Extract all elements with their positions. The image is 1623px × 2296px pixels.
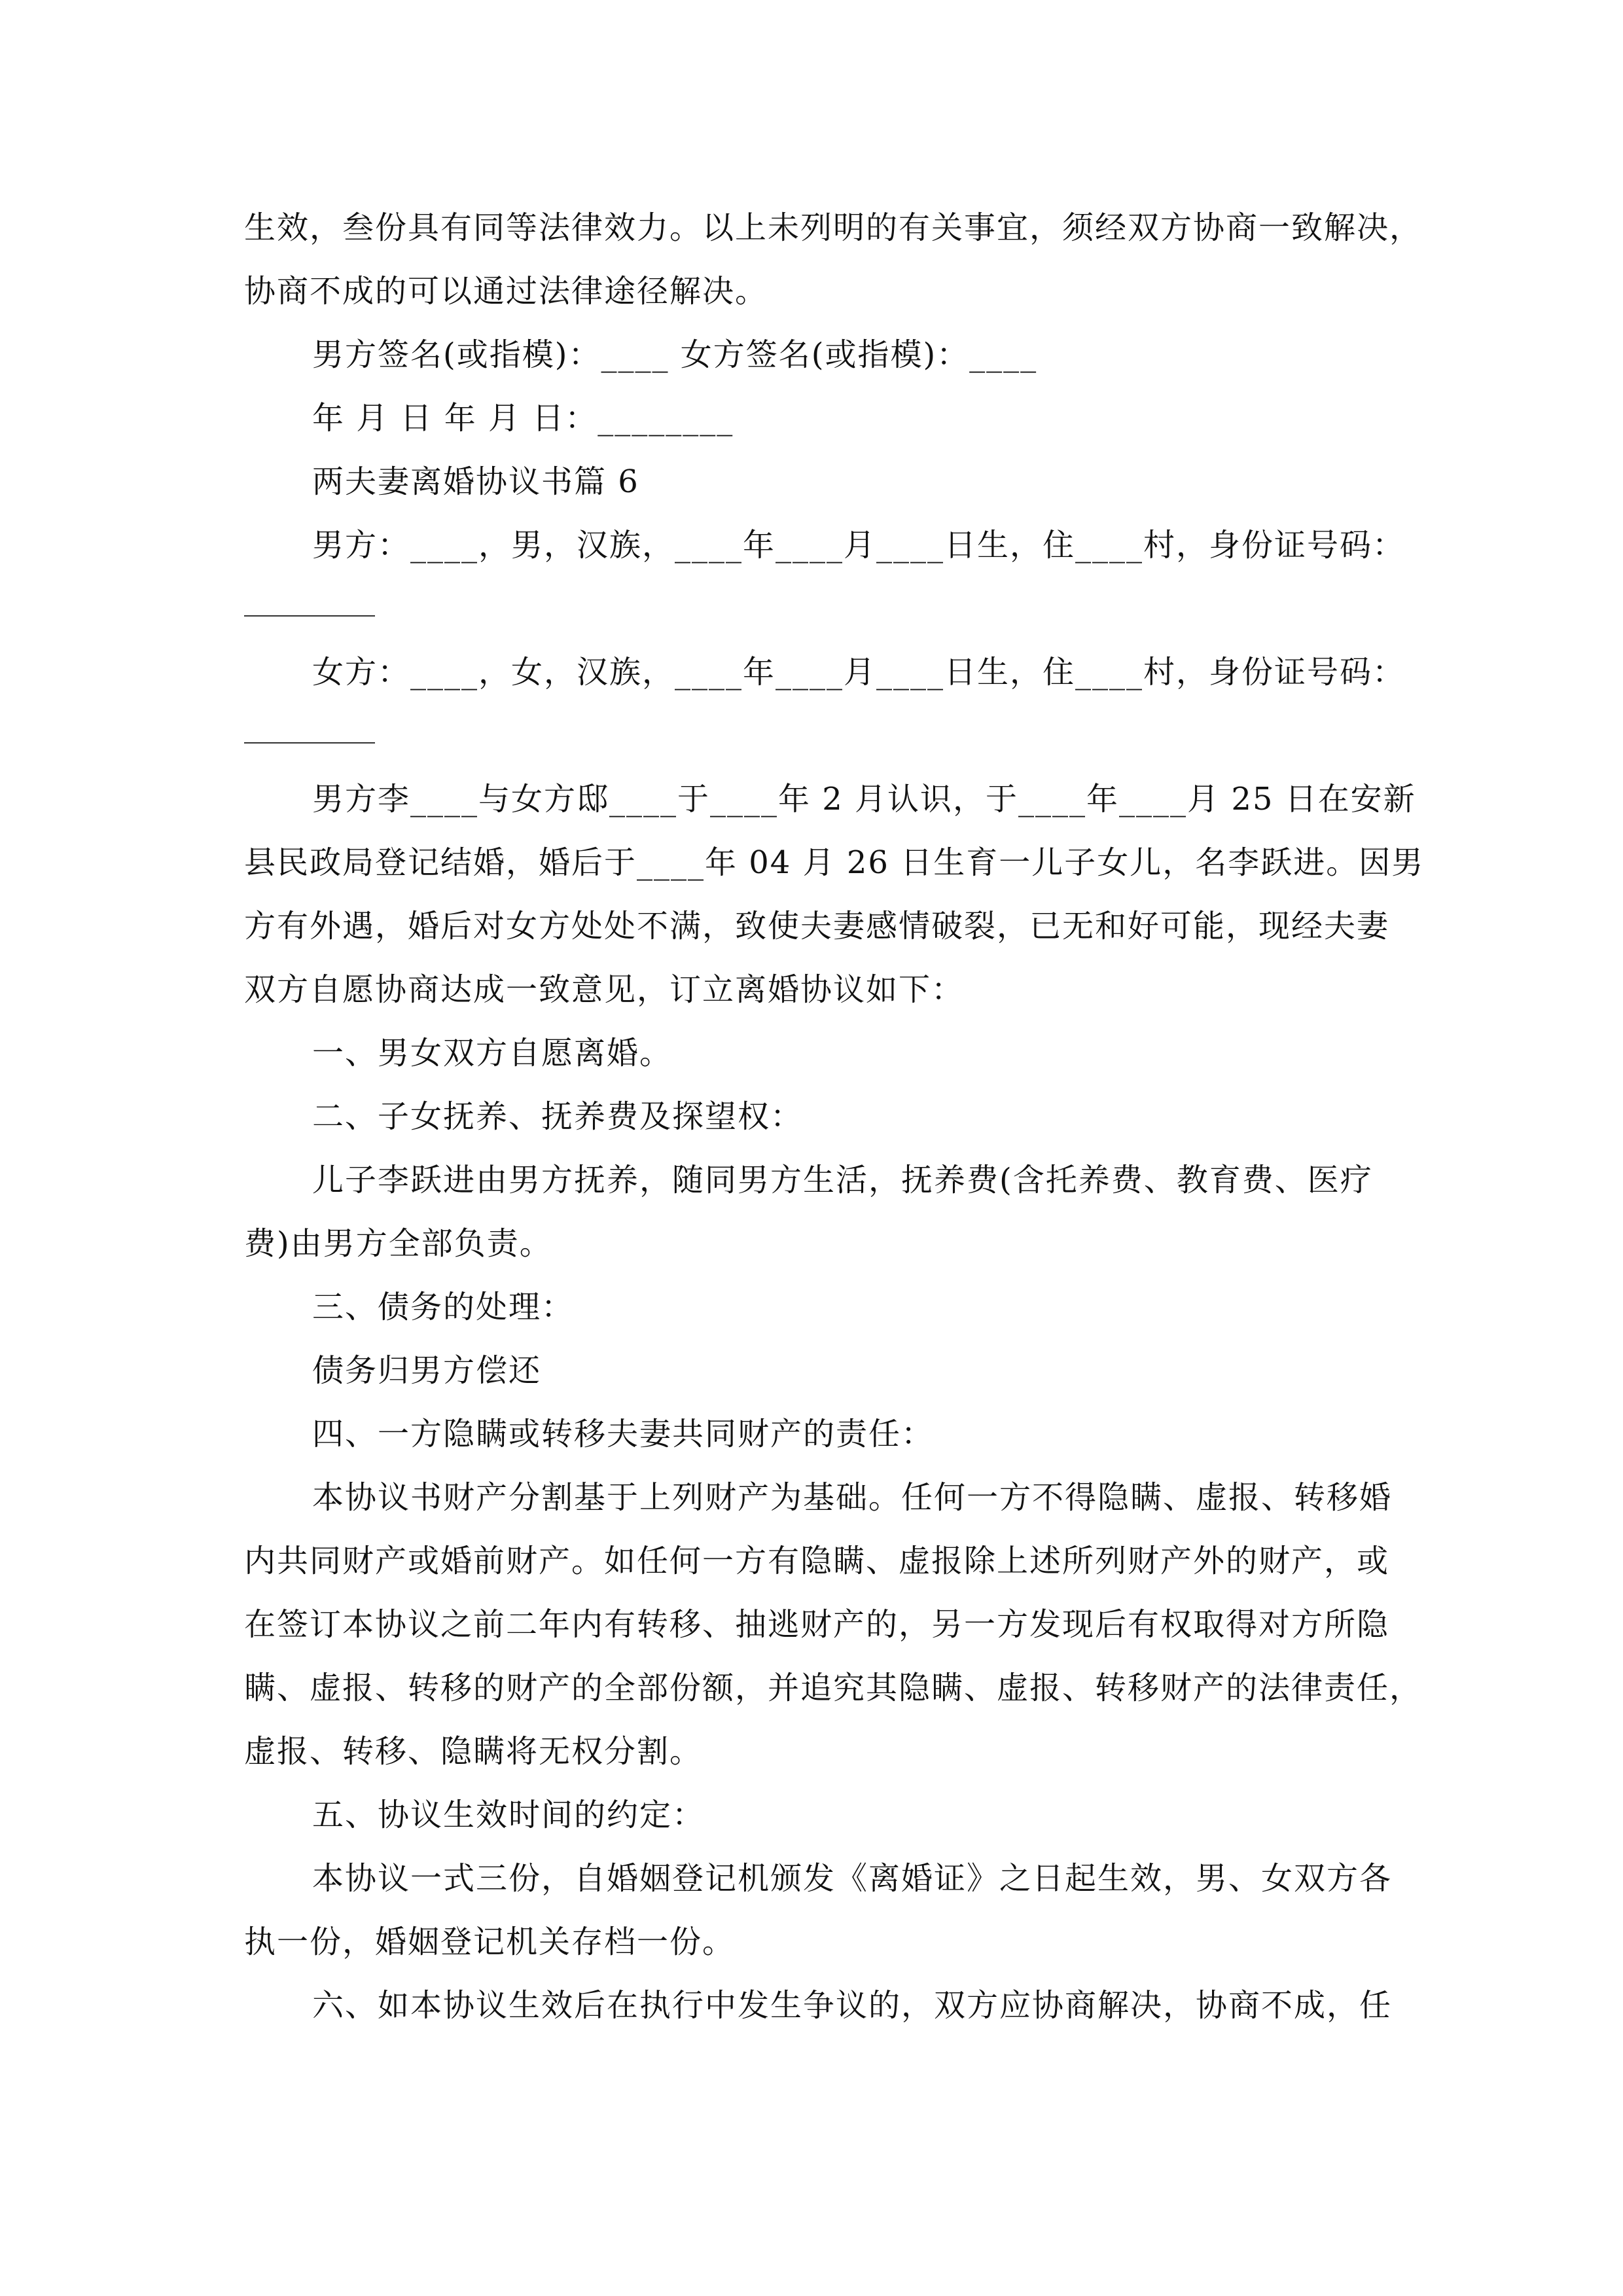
paragraph-line: 债务归男方偿还 [312, 1352, 542, 1389]
paragraph-line: 在签订本协议之前二年内有转移、抽逃财产的，另一方发现后有权取得对方所隐 [244, 1606, 1390, 1643]
paragraph-line: 费)由男方全部负责。 [244, 1225, 552, 1262]
section-title: 两夫妻离婚协议书篇 6 [312, 463, 639, 500]
paragraph-line: 方有外遇，婚后对女方处处不满，致使夫妻感情破裂，已无和好可能，现经夫妻 [244, 908, 1390, 944]
paragraph-line: 瞒、虚报、转移的财产的全部份额，并追究其隐瞒、虚报、转移财产的法律责任， [244, 1670, 1423, 1706]
paragraph-line: 生效，叁份具有同等法律效力。以上未列明的有关事宜，须经双方协商一致解决， [244, 209, 1423, 246]
paragraph-line: 男方李____与女方邸____于____年 2 月认识，于____年____月 25 日在安新 [312, 781, 1416, 817]
clause-heading: 三、债务的处理： [312, 1289, 575, 1325]
paragraph-line: 虚报、转移、隐瞒将无权分割。 [244, 1733, 703, 1770]
clause-heading: 一、男女双方自愿离婚。 [312, 1035, 673, 1071]
paragraph-line: 本协议一式三份，自婚姻登记机颁发《离婚证》之日起生效，男、女双方各 [312, 1860, 1393, 1897]
male-id-blank-line [244, 577, 1422, 641]
clause-heading: 二、子女抚养、抚养费及探望权： [312, 1098, 804, 1135]
female-id-blank-line [244, 704, 1422, 768]
paragraph-line: 协商不成的可以通过法律途径解决。 [244, 273, 768, 310]
male-party-line: 男方：____，男，汉族，____年____月____日生，住____村，身份证号码： [312, 527, 1406, 564]
paragraph-line: 内共同财产或婚前财产。如任何一方有隐瞒、虚报除上述所列财产外的财产，或 [244, 1543, 1390, 1579]
paragraph-line: 县民政局登记结婚，婚后于____年 04 月 26 日生育一儿子女儿，名李跃进。因男 [244, 844, 1425, 881]
signature-line: 男方签名(或指模)：____ 女方签名(或指模)：____ [312, 336, 1038, 373]
paragraph-line: 双方自愿协商达成一致意见，订立离婚协议如下： [244, 971, 965, 1008]
paragraph-line: 本协议书财产分割基于上列财产为基础。任何一方不得隐瞒、虚报、转移婚 [312, 1479, 1393, 1516]
paragraph-line: 儿子李跃进由男方抚养，随同男方生活，抚养费(含托养费、教育费、医疗 [312, 1162, 1373, 1198]
clause-heading: 四、一方隐瞒或转移夫妻共同财产的责任： [312, 1416, 935, 1452]
clause-heading: 五、协议生效时间的约定： [312, 1797, 705, 1833]
paragraph-line: 六、如本协议生效后在执行中发生争议的，双方应协商解决，协商不成，任 [312, 1987, 1393, 2024]
paragraph-line: 执一份，婚姻登记机关存档一份。 [244, 1924, 736, 1960]
document-body [244, 196, 1425, 2037]
female-party-line: 女方：____，女，汉族，____年____月____日生，住____村，身份证号码： [312, 654, 1406, 691]
date-line: 年 月 日 年 月 日：________ [312, 400, 734, 437]
